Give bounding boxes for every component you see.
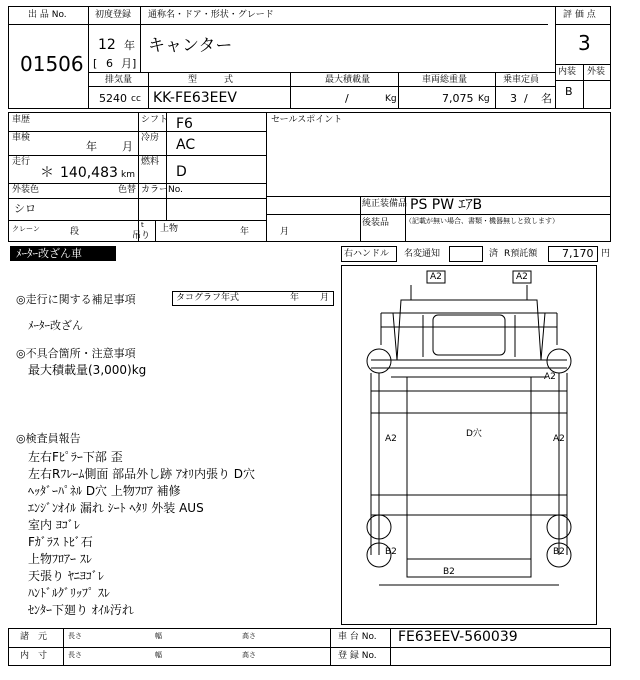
mileage-unit: km	[121, 170, 135, 180]
capacity-slash: /	[524, 92, 528, 105]
width-label: 幅	[155, 632, 162, 640]
inspector-list	[28, 449, 338, 619]
inspector-line: 左右Rﾌﾚｰﾑ側面 部品外し跡 ｱｵﾘ内張り D穴	[28, 467, 256, 481]
inspector-title: ◎検査員報告	[16, 432, 81, 445]
score-label: 評 価 点	[563, 10, 596, 20]
recycle-unit: 円	[601, 249, 611, 259]
score-value: 3	[578, 31, 591, 55]
options-value: PS PW ｴｱB	[410, 197, 483, 213]
exterior-label: 外装	[587, 67, 606, 77]
capacity-label: 乗車定員	[503, 75, 540, 85]
dims-label: 諸 元	[20, 632, 48, 642]
recycle-fee-value: 7,170	[562, 247, 594, 260]
driving-title: ◎走行に関する補足事項	[16, 293, 136, 306]
type-label: 型 式	[188, 75, 234, 85]
tacho-year-unit: 年	[290, 293, 300, 303]
mark-a2-top-right: A2	[516, 272, 528, 282]
mark-a2-side-left: A2	[385, 434, 397, 444]
capacity-unit: 名	[541, 92, 552, 105]
tacho-label: タコグラフ年式	[176, 293, 240, 303]
inspector-line: 室内 ﾖｺﾞﾚ	[28, 518, 80, 532]
reg-month-unit: 月]	[121, 57, 137, 70]
bed-year-unit: 年	[240, 227, 250, 237]
bed-month-unit: 月	[280, 227, 290, 237]
crane-stage-unit: 段	[70, 227, 80, 237]
name-change-box	[449, 246, 483, 262]
aftermarket-label: 後装品	[362, 218, 390, 228]
options-label: 純正装備品	[362, 199, 408, 209]
inspector-line: 上物ﾌﾛｱｰ ｽﾚ	[28, 552, 92, 566]
reg-no-label: 登 録 No.	[338, 651, 377, 661]
height-label: 高さ	[242, 632, 256, 640]
ext-color-label: 外装色	[12, 185, 40, 195]
interior-grade: B	[565, 85, 573, 98]
inspection-label: 車検	[12, 133, 31, 143]
reg-year: 12	[98, 37, 116, 53]
interior-label: 内装	[558, 67, 577, 77]
gvw-label: 車両総重量	[422, 75, 468, 85]
ac-label: 冷房	[141, 133, 160, 143]
mark-b2-rear-left: B2	[385, 547, 397, 557]
lot-label: 出 品 No.	[28, 10, 67, 20]
ext-color-value: シロ	[14, 202, 36, 215]
reg-year-unit: 年	[124, 39, 135, 52]
chassis-label: 車 台 No.	[338, 632, 377, 642]
mark-b2-bumper: B2	[443, 567, 455, 577]
gvw-value: 7,075	[442, 92, 474, 105]
chassis-no: FE63EEV-560039	[398, 629, 518, 645]
truck-diagram	[341, 265, 597, 625]
inner-length-label: 長さ	[68, 651, 82, 659]
shift-value: F6	[176, 116, 193, 132]
inspector-line: ﾍｯﾀﾞｰﾊﾟﾈﾙ D穴 上物ﾌﾛｱ 補修	[28, 484, 181, 498]
displacement-label: 排気量	[105, 75, 133, 85]
bed-label: 上物	[160, 224, 179, 234]
crane-ton-unit: t	[141, 221, 144, 229]
color-no-label: 色替	[118, 185, 137, 195]
color-code-label: カラーNo.	[141, 185, 183, 195]
first-reg-label: 初度登録	[95, 10, 132, 20]
max-load-label: 最大積載量	[325, 75, 371, 85]
mileage-value: 140,483	[60, 165, 118, 181]
model-name-label: 通称名・ドア・形状・グレード	[148, 10, 274, 20]
reg-month-open: [	[93, 57, 98, 70]
max-load-unit: Kg	[385, 94, 397, 104]
aftermarket-note: （記載が無い場合、書類・機器無しと致します）	[405, 217, 559, 225]
capacity-value: 3	[510, 92, 517, 105]
inspection-year-unit: 年	[86, 140, 97, 153]
shift-label: シフト	[141, 115, 169, 125]
recycle-fee-label: R預託額	[504, 249, 538, 259]
inner-label: 内 寸	[20, 651, 48, 661]
defects-note: 最大積載量(3,000)kg	[28, 363, 147, 377]
mark-a2-fender-right: A2	[544, 372, 556, 382]
model-name: キャンター	[148, 36, 233, 56]
inspector-line: 天張り ﾔﾆﾖｺﾞﾚ	[28, 569, 104, 583]
recycle-label: 済	[489, 249, 499, 259]
lot-number: 01506	[20, 52, 84, 76]
inspector-line: ﾊﾝﾄﾞﾙｸﾞﾘｯﾌﾟ ｽﾚ	[28, 586, 110, 600]
displacement-value: 5240	[99, 92, 127, 105]
crane-label: クレーン	[12, 225, 40, 233]
mileage-label: 走行	[12, 157, 31, 167]
name-change-label: 名変通知	[404, 249, 441, 259]
mark-b2-rear-right: B2	[553, 547, 565, 557]
inspector-line: 左右Fﾋﾟﾗｰ下部 歪	[28, 450, 123, 464]
inspector-line: ｴﾝｼﾞﾝｵｲﾙ 漏れ ｼｰﾄ ﾍﾀﾘ 外装 AUS	[28, 501, 204, 515]
meter-banner-text: ﾒｰﾀｰ改ざん車	[16, 247, 82, 260]
crane-hang-unit: 吊り	[132, 231, 151, 241]
max-load-slash: /	[345, 92, 349, 105]
inspector-line: Fｶﾞﾗｽ ﾄﾋﾞ石	[28, 535, 93, 549]
inspection-month-unit: 月	[122, 140, 133, 153]
inner-height-label: 高さ	[242, 651, 256, 659]
inspector-line: ｾﾝﾀｰ下廻り ｵｲﾙ汚れ	[28, 603, 134, 617]
mark-d-hole-floor: D穴	[466, 429, 482, 439]
fuel-value: D	[176, 164, 187, 180]
gvw-unit: Kg	[478, 94, 490, 104]
driving-note: ﾒｰﾀｰ改ざん	[28, 319, 83, 332]
reg-month: 6	[106, 57, 113, 70]
inner-width-label: 幅	[155, 651, 162, 659]
history-label: 車歴	[12, 115, 31, 125]
sales-point-label: セールスポイント	[271, 115, 343, 125]
displacement-unit: cc	[131, 94, 141, 104]
rhd-label: 右ハンドル	[344, 249, 390, 259]
length-label: 長さ	[68, 632, 82, 640]
fuel-label: 燃料	[141, 157, 160, 167]
ac-value: AC	[176, 137, 196, 153]
defects-title: ◎不具合箇所・注意事項	[16, 347, 136, 360]
mark-a2-top-left: A2	[430, 272, 442, 282]
mileage-prefix: ＊	[40, 165, 54, 181]
mark-a2-side-right: A2	[553, 434, 565, 444]
type-code: KK-FE63EEV	[153, 90, 237, 106]
tacho-month-unit: 月	[320, 293, 330, 303]
